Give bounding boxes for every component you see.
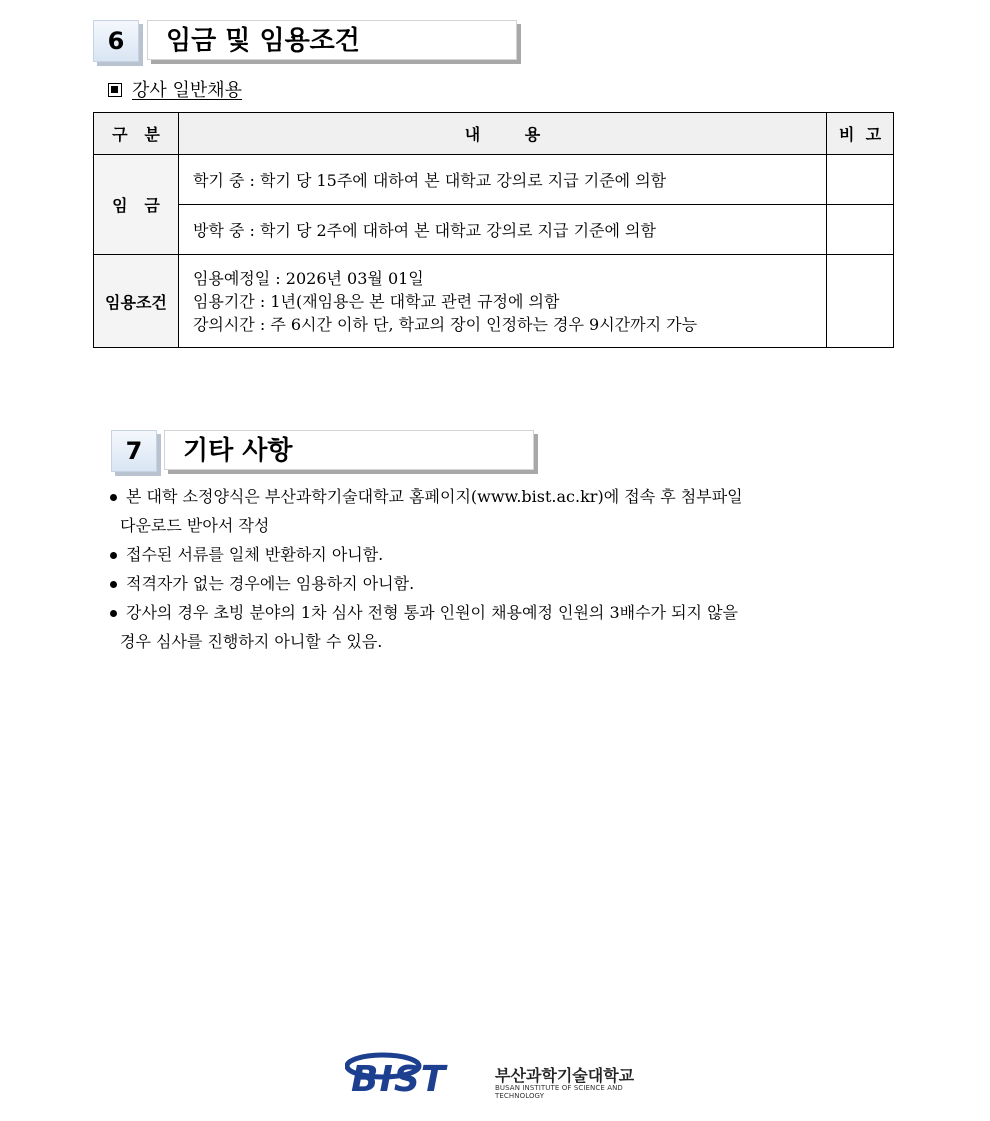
note-line: 강사의 경우 초빙 분야의 1차 심사 전형 통과 인원이 채용예정 인원의 3배수가 되지 않을 (126, 603, 738, 622)
note-line: 다운로드 받아서 작성 (120, 516, 270, 535)
list-item (108, 569, 898, 598)
header-content: 내 용 (178, 113, 826, 155)
conditions-text (178, 255, 826, 348)
conditions-label: 임용조건 (94, 255, 179, 348)
list-item (108, 540, 898, 569)
remark-cell (827, 205, 894, 255)
university-name-kr: 부산과학기술대학교 (495, 1066, 635, 1085)
wage-vacation-text: 방학 중 : 학기 당 2주에 대하여 본 대학교 강의로 지급 기준에 의함 (178, 205, 826, 255)
list-item (108, 482, 898, 540)
section-7-header (111, 430, 541, 474)
note-line: 경우 심사를 진행하지 아니할 수 있음. (120, 632, 383, 651)
lecture-hours: 강의시간 : 주 6시간 이하 단, 학교의 장이 인정하는 경우 9시간까지 가능 (192, 314, 698, 334)
table-row (94, 255, 894, 348)
appointment-date: 임용예정일 : 2026년 03월 01일 (192, 268, 424, 288)
remark-cell (827, 255, 894, 348)
note-line: 적격자가 없는 경우에는 임용하지 아니함. (126, 574, 415, 593)
subheading-text: 강사 일반채용 (132, 80, 243, 101)
wage-semester-text: 학기 중 : 학기 당 15주에 대하여 본 대학교 강의로 지급 기준에 의함 (178, 155, 826, 205)
note-line: 본 대학 소정양식은 부산과학기술대학교 홈페이지(www.bist.ac.kr)에 접속 후 첨부파일 (126, 487, 743, 506)
wage-label: 임 금 (94, 155, 179, 255)
logo-wordmark: BIST (351, 1059, 447, 1096)
remark-cell (827, 155, 894, 205)
table-row (94, 205, 894, 255)
section-number: 6 (93, 20, 139, 62)
note-line: 접수된 서류를 일체 반환하지 아니함. (126, 545, 384, 564)
table-header-row (94, 113, 894, 155)
section-title: 기타 사항 (164, 430, 534, 470)
bist-logo (345, 1044, 665, 1100)
section-6-header (93, 20, 523, 64)
appointment-period: 임용기간 : 1년(재임용은 본 대학교 관련 규정에 의함 (192, 291, 560, 311)
header-remark: 비 고 (827, 113, 894, 155)
university-name-en: BUSAN INSTITUTE OF SCIENCE AND TECHNOLOGY (495, 1084, 623, 1100)
notes-list (108, 482, 898, 656)
wage-conditions-table (93, 112, 894, 348)
section-title: 임금 및 임용조건 (147, 20, 517, 60)
bist-logo-mark-icon (345, 1044, 485, 1096)
header-category: 구 분 (94, 113, 179, 155)
section-number: 7 (111, 430, 157, 472)
table-row (94, 155, 894, 205)
list-item (108, 598, 898, 656)
subheading (108, 76, 242, 102)
filled-square-icon (108, 83, 122, 97)
